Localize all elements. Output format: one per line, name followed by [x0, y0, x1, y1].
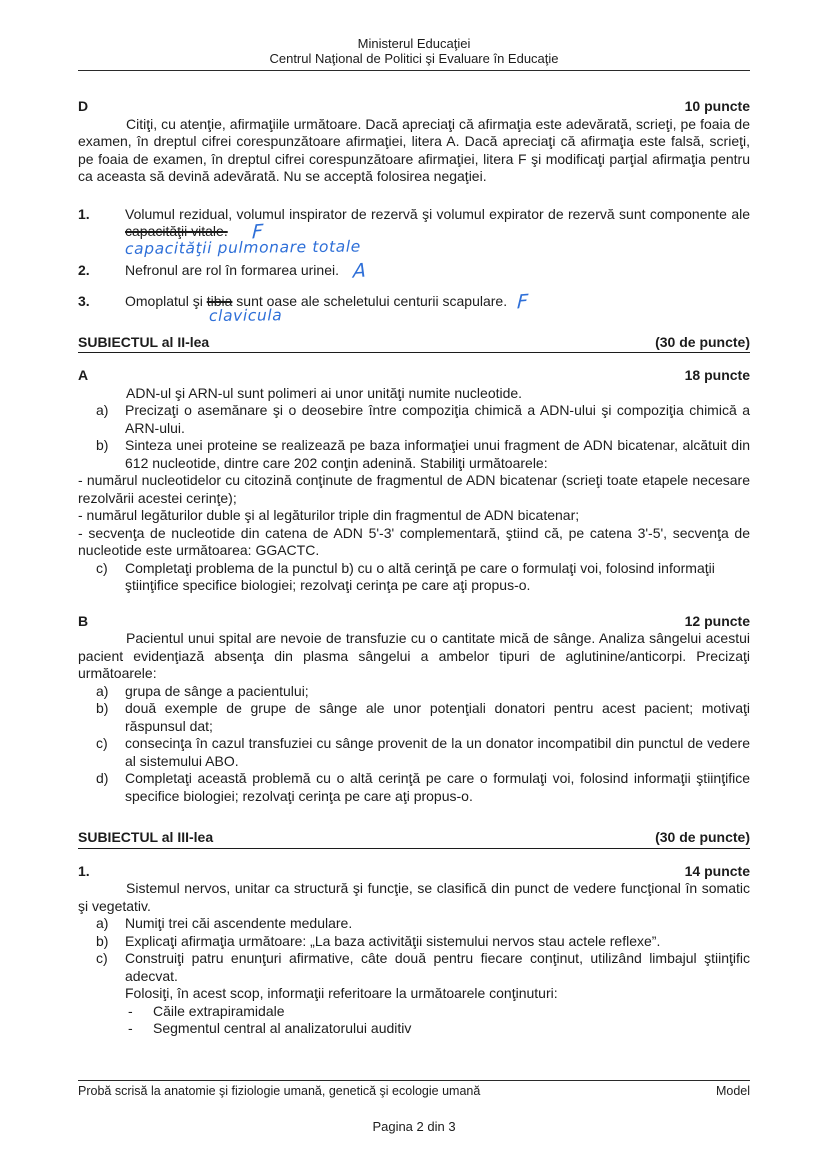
subject-2-heading — [78, 334, 750, 354]
subject-3-bullet-2-text: Segmentul central al analizatorului auditiv — [153, 1020, 412, 1036]
question-1-struck-text: capacităţii vitale. — [125, 223, 228, 239]
section-a-dash-3: - secvenţa de nucleotide din catena de ADN 5'-3' complementară, ştiind că, pe catena 3'-5', secvenţa de nucleotide este următoarea: GGACTC. — [78, 524, 750, 558]
section-b-label: B — [78, 612, 89, 629]
section-a-label: A — [78, 367, 89, 383]
question-1-text — [125, 206, 750, 257]
section-a-item-a-label: a) — [96, 402, 109, 418]
section-b-item-c — [78, 735, 750, 770]
section-a-item-b-label: b) — [96, 437, 109, 453]
section-a-intro: ADN-ul şi ARN-ul sunt polimeri ai unor unităţi numite nucleotide. — [126, 384, 523, 401]
footer-row — [78, 1081, 750, 1099]
footer-exam-title: Probă scrisă la anatomie şi fiziologie umană, genetică şi ecologie umană — [78, 1084, 481, 1098]
question-3-text — [125, 290, 750, 325]
dash-bullet-1: - — [128, 1002, 133, 1019]
section-b-intro: Pacientul unui spital are nevoie de transfuzie cu o cantitate mică de sânge. Analiza sângelui acestui pacient evidenţiază absenţa din plasma sângelui a ambelor tipuri de aglutinine/anticorpi. Precizaţi următoarele: — [78, 630, 750, 681]
handwritten-correction-3: clavicula — [208, 306, 283, 325]
subject-3-note — [78, 985, 750, 1003]
question-3-number: 3. — [78, 293, 90, 309]
footer-page-number: Pagina 2 din 3 — [372, 1119, 456, 1134]
section-d-label: D — [78, 98, 89, 114]
section-b-item-d-label: d) — [96, 770, 109, 786]
section-a-points: 18 puncte — [684, 367, 750, 383]
subject-3-item-b — [78, 933, 750, 951]
question-3 — [78, 290, 750, 325]
header-center: Centrul Naţional de Politici şi Evaluare în Educaţie — [269, 51, 559, 66]
handwritten-mark-a-2: A — [352, 258, 367, 283]
subject-2-title: SUBIECTUL al II-lea — [78, 333, 210, 350]
question-3-statement-end: sunt oase ale scheletului centurii scapulare. — [232, 293, 508, 309]
handwritten-mark-f-1: F — [251, 220, 264, 244]
section-b-points: 12 puncte — [684, 612, 750, 629]
question-2-statement: Nefronul are rol în formarea urinei. — [125, 261, 339, 278]
section-b-heading — [78, 613, 750, 631]
document-footer — [78, 1080, 750, 1134]
question-1 — [78, 206, 750, 257]
document-header — [78, 36, 750, 71]
section-b-item-c-text: consecinţa în cazul transfuziei cu sânge provenit de la un donator incompatibil din punctul de vedere al sistemului ABO. — [125, 735, 750, 769]
question-3-struck-text: tibia — [206, 293, 233, 309]
dash-bullet-2: - — [128, 1020, 133, 1036]
subject-3-bullet-1-text: Căile extrapiramidale — [153, 1002, 285, 1019]
section-a-item-c — [78, 560, 750, 595]
section-a-item-a-text: Precizaţi o asemănare şi o deosebire între compoziţia chimică a ADN-ului şi compoziţia chimică a ARN-ului. — [125, 402, 750, 436]
section-b-item-a-label: a) — [96, 682, 109, 699]
section-b-item-d — [78, 770, 750, 805]
section-b-item-b — [78, 700, 750, 735]
handwritten-correction-1: capacităţii pulmonare totale — [124, 237, 361, 258]
section-a-dash-2: - numărul legăturilor duble şi al legăturilor triple din fragmentul de ADN bicatenar; — [78, 507, 580, 523]
subject-3-note-spacer — [96, 985, 125, 1003]
section-a-item-b-text: Sinteza unei proteine se realizează pe baza informaţiei unui fragment de ADN bicatenar, alcătuit din 612 nucleotide, dintre care 202 conţin adenină. Stabiliţi următoarele: — [125, 437, 750, 471]
section-b-item-a — [78, 683, 750, 701]
subject-3-bullet-2 — [78, 1020, 750, 1038]
subject-3-item-c-text: Construiţi patru enunţuri afirmative, câte două pentru fiecare conţinut, utilizând limbajul ştiinţific adecvat. — [125, 950, 750, 984]
section-b-item-d-text: Completaţi această problemă cu o altă cerinţă pe care o formulaţi voi, folosind informaţii ştiinţifice specifice biologiei; rezolvaţi cerinţa pe care aţi propus-o. — [125, 770, 750, 804]
section-b-item-b-text: două exemple de grupe de sânge ale unor potenţiali donatori pentru acest pacient; motivaţi răspunsul dat; — [125, 700, 750, 734]
section-a-item-b — [78, 437, 750, 472]
section-a-item-c-label: c) — [96, 559, 108, 576]
section-a-heading — [78, 367, 750, 385]
question-2 — [78, 258, 750, 283]
question-1-statement: Volumul rezidual, volumul inspirator de rezervă şi volumul expirator de rezervă sunt componente ale — [125, 205, 750, 222]
section-d-points: 10 puncte — [684, 98, 750, 114]
question-1-number: 1. — [78, 205, 90, 222]
subject-3-q1-points: 14 puncte — [684, 862, 750, 879]
question-2-text — [125, 258, 750, 283]
subject-3-q1-intro: Sistemul nervos, unitar ca structură şi funcţie, se clasifică din punct de vedere funcţional în somatic şi vegetativ. — [78, 880, 750, 914]
subject-3-item-b-label: b) — [96, 932, 109, 949]
subject-3-points: (30 de puncte) — [655, 829, 750, 845]
subject-3-heading — [78, 829, 750, 849]
subject-3-bullet-1 — [78, 1003, 750, 1021]
subject-3-title: SUBIECTUL al III-lea — [78, 829, 214, 845]
question-3-statement-start: Omoplatul şi — [125, 293, 207, 309]
section-b-item-b-label: b) — [96, 700, 109, 716]
section-a-item-c-text: Completaţi problema de la punctul b) cu o altă cerinţă pe care o formulaţi voi, folosind informaţii ştiinţifice specifice biologiei; rezolvaţi cerinţa pe care aţi propus-o. — [125, 559, 715, 593]
header-ministry: Ministerul Educaţiei — [357, 36, 471, 51]
subject-3-item-a — [78, 915, 750, 933]
section-d-heading — [78, 98, 750, 116]
subject-3-item-c-label: c) — [96, 950, 108, 966]
subject-3-note-text: Folosiţi, în acest scop, informaţii referitoare la următoarele conţinuturi: — [125, 985, 558, 1001]
question-2-number: 2. — [78, 261, 90, 278]
subject-3-q1-heading — [78, 863, 750, 881]
section-a-dash-1: - numărul nucleotidelor cu citozină conţinute de fragmentul de ADN bicatenar (scrieţi toate etapele necesare rezolvării acestei cerinţe); — [78, 472, 750, 506]
subject-3-item-a-text: Numiţi trei căi ascendente medulare. — [125, 915, 353, 931]
footer-model-label: Model — [715, 1084, 750, 1098]
subject-2-points: (30 de puncte) — [655, 333, 750, 350]
subject-3-item-b-text: Explicaţi afirmaţia următoare: „La baza activităţii sistemului nervos stau actele reflexe”. — [125, 932, 661, 949]
subject-3-q1-label: 1. — [78, 862, 90, 879]
subject-3-item-a-label: a) — [96, 915, 109, 931]
section-b-item-c-label: c) — [96, 735, 108, 751]
section-b-item-a-text: grupa de sânge a pacientului; — [125, 682, 309, 699]
subject-3-item-c — [78, 950, 750, 985]
handwritten-mark-f-3: F — [516, 290, 529, 314]
section-a-item-a — [78, 402, 750, 437]
section-d-intro: Citiţi, cu atenţie, afirmaţiile următoare. Dacă apreciaţi că afirmaţia este adevărată, scrieţi, pe foaia de examen, în dreptul cifrei corespunzătoare afirmaţiei, litera A. Dacă apreciaţi că afirmaţia este falsă, scrieţi, pe foaia de examen, în dreptul cifrei corespunzătoare afirmaţiei, litera F şi modificaţi parţial afirmaţia pentru ca aceasta să devină adevărată. Nu se acceptă folosirea negaţiei. — [78, 115, 750, 184]
